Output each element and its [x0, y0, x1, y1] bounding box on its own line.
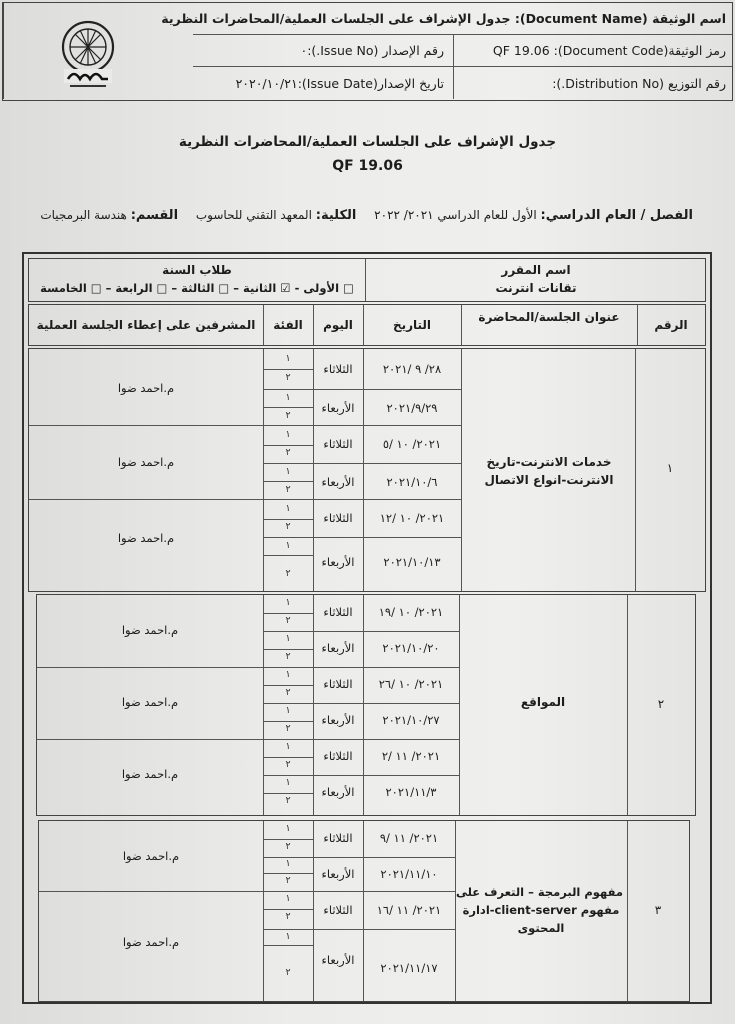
course-info-row	[28, 258, 706, 302]
group-cell: ١	[285, 669, 291, 680]
day-cell: الأربعاء	[321, 475, 355, 489]
day-cell: الثلاثاء	[323, 749, 353, 763]
supervisor-cell: م.احمد ضوا	[121, 767, 179, 781]
semester-label: الفصل / العام الدراسي:	[540, 208, 693, 223]
date-cell: ٢٠٢١/١٠/٦	[386, 475, 438, 489]
supervisor-cell: م.احمد ضوا	[117, 455, 175, 469]
section-3	[38, 820, 690, 1002]
day-cell: الأربعاء	[321, 713, 355, 727]
group-cell: ٢	[285, 568, 291, 579]
group-cell: ١	[285, 633, 291, 644]
date-cell: ٢٠٢١/١٠/٢٧	[382, 713, 440, 727]
group-cell: ٢	[285, 795, 291, 806]
col-supervisors: المشرفين على إعطاء الجلسة العملية	[36, 318, 256, 332]
page-title: جدول الإشراف على الجلسات العملية/المحاضرات النظرية	[178, 134, 557, 150]
section-number: ٢	[657, 697, 665, 711]
group-cell: ١	[285, 540, 291, 551]
group-cell: ٢	[285, 723, 291, 734]
date-cell: ٢٠٢١/١١/٣	[385, 785, 437, 799]
issue-number: رقم الإصدار (Issue No.):٠	[300, 43, 444, 58]
date-cell: ٢٠٢١/ ١١ /١٦	[376, 903, 442, 917]
date-cell: ٢٠٢١/١١/١٠	[380, 867, 438, 881]
date-cell: ٢٠٢١/١١/١٧	[380, 961, 438, 975]
section-1	[28, 348, 706, 592]
group-cell: ٢	[285, 875, 291, 886]
day-cell: الثلاثاء	[323, 437, 353, 451]
header-row-code	[193, 35, 732, 67]
issue-date: تاريخ الإصدار(Issue Date):٢٠٢٠/١٠/٢١	[235, 75, 444, 91]
department-value: هندسة البرمجيات	[40, 208, 127, 222]
group-cell: ٢	[285, 521, 291, 532]
college-value: المعهد التقني للحاسوب	[195, 208, 312, 222]
col-group: الفئة	[273, 318, 303, 332]
group-cell: ٢	[285, 410, 291, 421]
university-logo-icon	[56, 19, 120, 91]
day-cell: الثلاثاء	[323, 677, 353, 691]
group-cell: ١	[285, 353, 291, 364]
col-title: عنوان الجلسة/المحاضرة	[478, 310, 620, 324]
group-cell: ٢	[285, 484, 291, 495]
meta-line	[26, 208, 693, 223]
group-cell: ٢	[285, 447, 291, 458]
group-cell: ١	[285, 858, 291, 869]
section-number: ٣	[654, 903, 662, 917]
header-row-dates	[193, 67, 732, 99]
date-cell: ٢٠٢١/٩/٢٩	[386, 401, 438, 415]
group-cell: ١	[285, 429, 291, 440]
date-cell: ٢٠٢١/١٠/١٣	[383, 555, 441, 569]
day-cell: الأربعاء	[321, 953, 355, 967]
group-cell: ١	[285, 392, 291, 403]
supervisor-cell: م.احمد ضوا	[117, 381, 175, 395]
course-value: تقانات انترنت	[495, 281, 577, 295]
supervisor-cell: م.احمد ضوا	[121, 695, 179, 709]
day-cell: الثلاثاء	[323, 831, 353, 845]
group-cell: ٢	[285, 759, 291, 770]
college-label: الكلية:	[315, 208, 357, 223]
course-label: اسم المقرر	[501, 263, 571, 277]
supervisor-cell: م.احمد ضوا	[117, 531, 175, 545]
section-title-line-2: مفهوم client-server-ادارة	[462, 903, 620, 917]
day-cell: الأربعاء	[321, 401, 355, 415]
section-number: ١	[666, 461, 674, 475]
group-cell: ١	[285, 466, 291, 477]
group-cell: ١	[285, 597, 291, 608]
day-cell: الثلاثاء	[323, 362, 353, 376]
document-code: رمز الوثيقة(Document Code): QF 19.06	[492, 43, 726, 58]
section-title: خدمات الانترنت-تاريخ الانترنت-انواع الاتصال	[484, 455, 614, 487]
header-row-document-name	[161, 3, 732, 35]
group-cell: ٢	[285, 841, 291, 852]
col-number: الرقم	[654, 318, 688, 332]
group-cell: ٢	[285, 651, 291, 662]
date-cell: ٢٨/ ٩ /٢٠٢١	[382, 362, 442, 376]
column-header-row	[28, 304, 706, 346]
form-code-title: QF 19.06	[332, 158, 403, 174]
col-date: التاريخ	[392, 318, 432, 332]
group-cell: ١	[285, 705, 291, 716]
group-cell: ١	[285, 823, 291, 834]
supervisor-cell: م.احمد ضوا	[121, 623, 179, 637]
day-cell: الأربعاء	[321, 867, 355, 881]
day-cell: الثلاثاء	[323, 605, 353, 619]
distribution-number: رقم التوزيع (Distribution No.):	[552, 75, 726, 91]
group-cell: ٢	[285, 911, 291, 922]
day-cell: الأربعاء	[321, 641, 355, 655]
year-options: □ الأولى - ☑ الثانية – □ الثالثة – □ الرابعة – □ الخامسة	[40, 281, 354, 295]
day-cell: الثلاثاء	[323, 903, 353, 917]
group-cell: ١	[285, 893, 291, 904]
document-header	[2, 2, 733, 101]
supervisor-cell: م.احمد ضوا	[122, 849, 180, 863]
supervision-table	[22, 252, 712, 1004]
date-cell: ٢٠٢١/ ١٠ /٢٦	[378, 677, 444, 691]
date-cell: ٢٠٢١/ ١١ /٩	[379, 831, 439, 845]
day-cell: الثلاثاء	[323, 511, 353, 525]
section-title-line-3: المحتوى	[517, 921, 565, 935]
group-cell: ٢	[285, 372, 291, 383]
section-title-line-1: مفهوم البرمجة – التعرف على	[455, 885, 623, 899]
day-cell: الأربعاء	[321, 785, 355, 799]
date-cell: ٢٠٢١/١٠/٢٠	[382, 641, 440, 655]
department-label: القسم:	[130, 208, 179, 223]
group-cell: ٢	[285, 687, 291, 698]
date-cell: ٢٠٢١/ ١٠ /٥	[382, 437, 442, 451]
group-cell: ١	[285, 931, 291, 942]
document-name: اسم الوثيقة (Document Name): جدول الإشراف على الجلسات العملية/المحاضرات النظرية	[161, 11, 726, 26]
group-cell: ٢	[285, 615, 291, 626]
supervisor-cell: م.احمد ضوا	[122, 935, 180, 949]
section-2	[36, 594, 696, 816]
group-cell: ١	[285, 503, 291, 514]
section-title: المواقع	[520, 695, 566, 709]
date-cell: ٢٠٢١/ ١١ /٢	[381, 749, 441, 763]
date-cell: ٢٠٢١/ ١٠ /١٢	[379, 511, 445, 525]
group-cell: ٢	[285, 967, 291, 978]
col-day: اليوم	[323, 318, 353, 332]
group-cell: ١	[285, 777, 291, 788]
date-cell: ٢٠٢١/ ١٠ /١٩	[378, 605, 444, 619]
semester-value: الأول للعام الدراسي ٢٠٢١/ ٢٠٢٢	[374, 208, 537, 222]
students-label: طلاب السنة	[162, 263, 232, 277]
day-cell: الأربعاء	[321, 555, 355, 569]
group-cell: ١	[285, 741, 291, 752]
